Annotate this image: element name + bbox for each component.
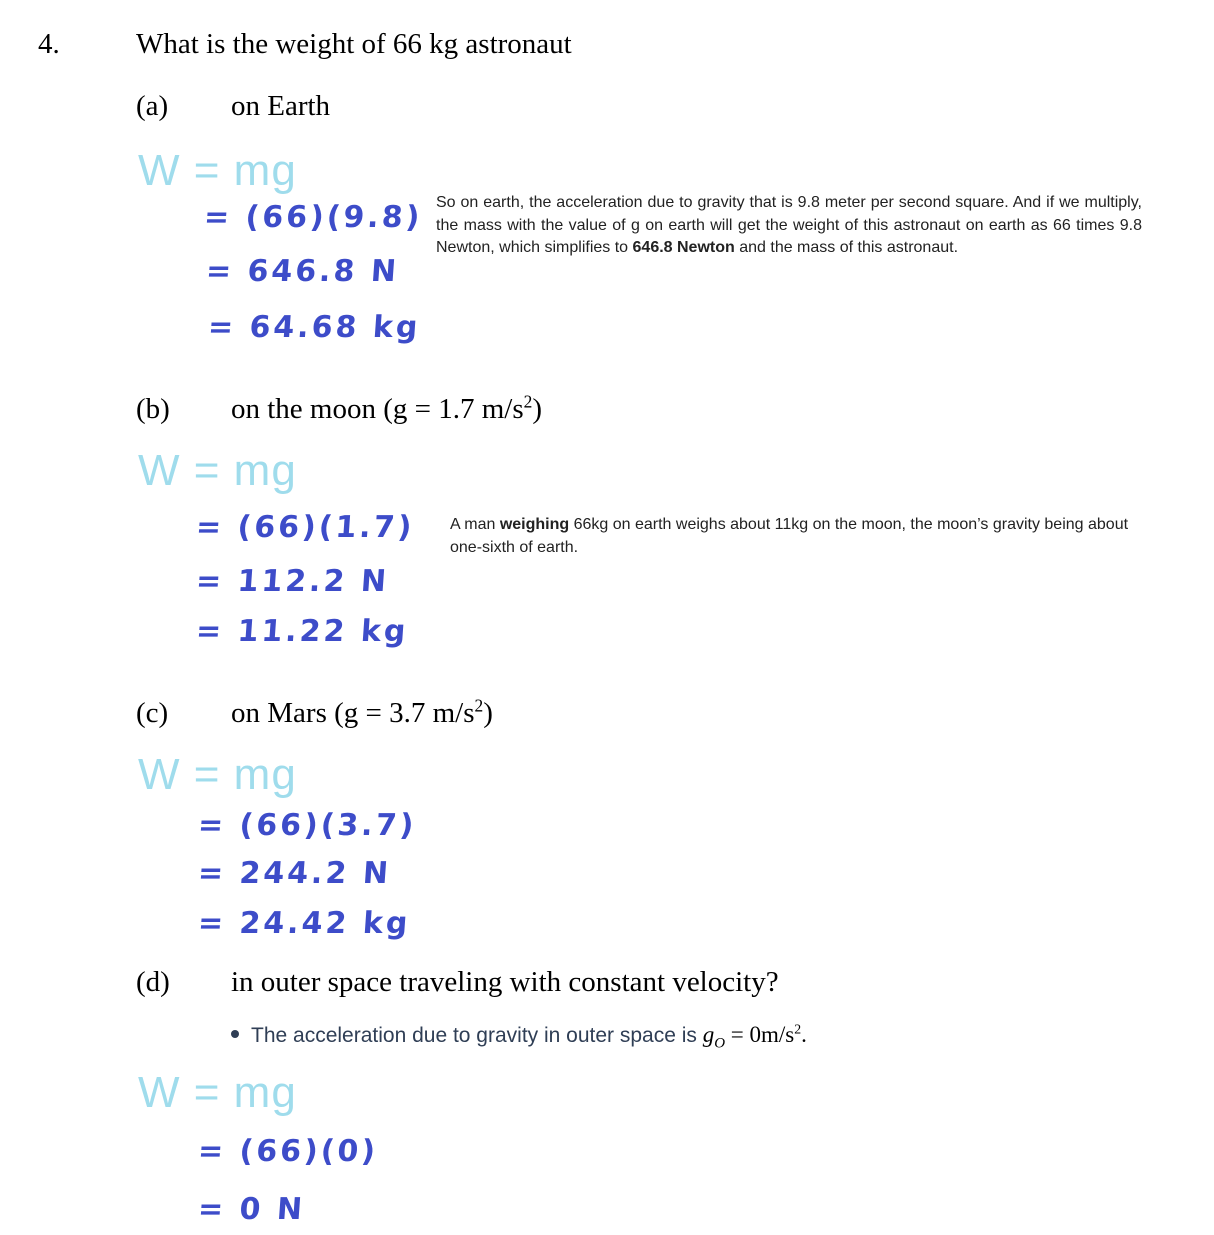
part-a-note-text-end: and the mass of this astronaut. xyxy=(734,239,959,256)
part-c-label: (c) xyxy=(136,697,169,729)
part-d-bullet-math xyxy=(702,1021,807,1052)
part-a-note-text: So on earth, the acceleration due to gravity that is 9.8 meter per second square. And if we multiply, the mass with the value of g on earth will get the weight of this astronaut on earth as 66 times 9.8 Newton, which simplifies to xyxy=(436,194,1142,256)
part-c-step-2: = 244.2 N xyxy=(196,856,393,891)
part-b-step-1: = (66)(1.7) xyxy=(194,510,416,545)
part-b-step-2: = 112.2 N xyxy=(194,564,391,599)
part-c-step-1: = (66)(3.7) xyxy=(196,808,418,843)
math-end: . xyxy=(801,1022,807,1047)
part-c-formula: W = mg xyxy=(138,750,297,799)
part-c-text-main: on Mars (g = 3.7 m/s xyxy=(231,697,475,729)
part-a-note-bold: 646.8 Newton xyxy=(632,239,735,256)
part-b-explanation xyxy=(450,514,1158,559)
part-b-note-bold: weighing xyxy=(499,516,570,533)
part-a-explanation xyxy=(436,192,1142,260)
part-c-text-end: ) xyxy=(483,697,493,729)
bullet-icon xyxy=(231,1030,239,1038)
part-b-text-main: on the moon (g = 1.7 m/s xyxy=(231,393,524,425)
part-c-text xyxy=(231,697,493,730)
math-var: g xyxy=(702,1022,715,1047)
part-b-text xyxy=(231,393,542,426)
part-d-text: in outer space traveling with constant velocity? xyxy=(231,966,779,998)
part-a-label: (a) xyxy=(136,90,169,122)
part-d-step-2: = 0 N xyxy=(196,1192,307,1227)
part-a-step-2: = 646.8 N xyxy=(204,254,401,289)
question-text: What is the weight of 66 kg astronaut xyxy=(136,28,572,60)
part-d-label: (d) xyxy=(136,966,170,998)
part-c-step-3: = 24.42 kg xyxy=(196,906,412,941)
part-b-label: (b) xyxy=(136,393,170,425)
part-a-step-1: = (66)(9.8) xyxy=(202,200,424,235)
part-b-note-text: A man xyxy=(450,516,500,533)
part-b-text-sup: 2 xyxy=(523,391,533,412)
part-d-bullet-text: The acceleration due to gravity in outer space is xyxy=(251,1024,703,1047)
part-a-step-3: = 64.68 kg xyxy=(206,310,422,345)
math-sub: O xyxy=(714,1035,726,1052)
part-b-text-end: ) xyxy=(532,393,543,425)
part-d-formula: W = mg xyxy=(138,1068,297,1117)
part-b-note-text-end: 66kg on earth weighs about 11kg on the moon, the moon’s gravity being about one-sixth of earth. xyxy=(450,516,1129,556)
math-rest: = 0m/s xyxy=(725,1022,795,1047)
part-a-formula: W = mg xyxy=(138,146,297,195)
question-number: 4. xyxy=(38,28,60,60)
math-sup: 2 xyxy=(794,1021,802,1037)
part-a-text: on Earth xyxy=(231,90,331,122)
part-b-step-3: = 11.22 kg xyxy=(194,614,410,649)
part-b-formula: W = mg xyxy=(138,446,297,495)
part-c-text-sup: 2 xyxy=(474,695,484,716)
part-d-step-1: = (66)(0) xyxy=(196,1134,380,1169)
part-d-bullet xyxy=(231,1021,807,1052)
